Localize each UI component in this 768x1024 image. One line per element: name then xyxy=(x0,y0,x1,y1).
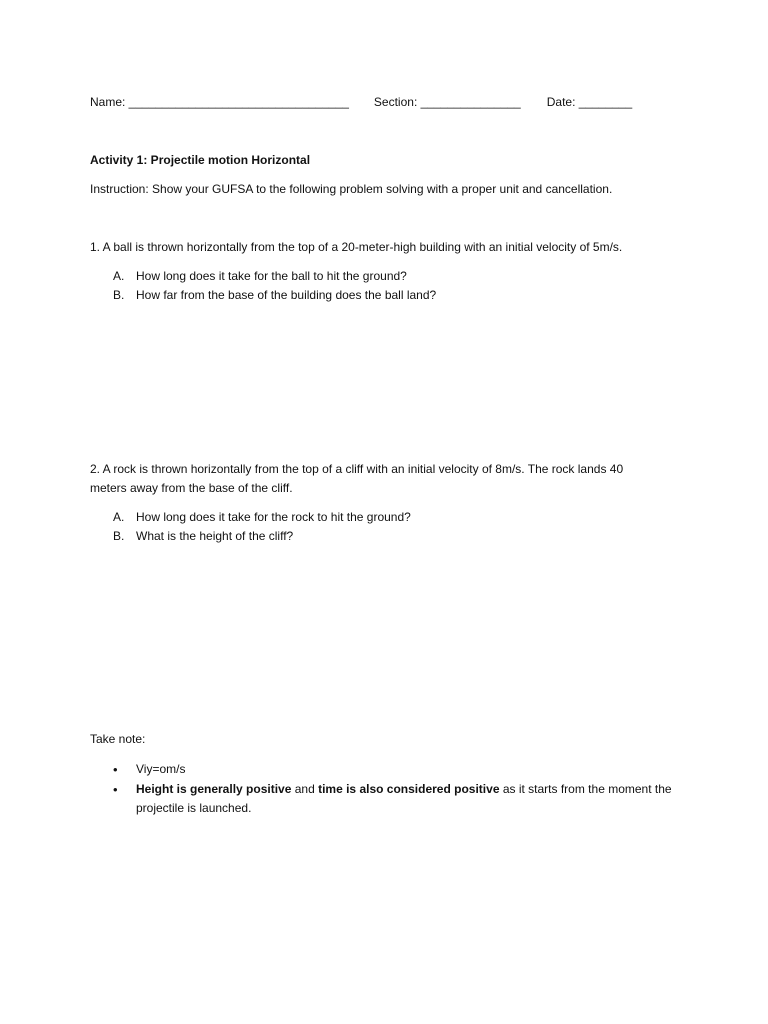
problem-2-item-a xyxy=(113,508,411,526)
bullet-icon: • xyxy=(113,762,118,777)
name-field: Name: _________________________________ xyxy=(90,95,349,109)
date-field: Date: ________ xyxy=(546,95,633,109)
note-heading: Take note: xyxy=(90,732,146,746)
connector-text: and xyxy=(291,782,319,796)
problem-2-text-line-2: meters away from the base of the cliff. xyxy=(90,481,293,495)
note-bullet-1 xyxy=(113,760,673,779)
trailing-text: as it starts from the moment the projectile is launched. xyxy=(136,782,672,815)
problem-1-text: 1. A ball is thrown horizontally from the top of a 20-meter-high building with an initial velocity of 5m/s. xyxy=(90,240,623,254)
note-bullet-text: Viy=om/s xyxy=(136,762,186,776)
note-bullet-text xyxy=(136,780,673,818)
item-text: What is the height of the cliff? xyxy=(136,529,294,543)
note-bullet-2 xyxy=(113,780,673,818)
item-letter: B. xyxy=(113,529,125,543)
section-field: Section: _______________ xyxy=(373,95,521,109)
bold-phrase-time: time is also considered positive xyxy=(318,782,500,796)
item-letter: A. xyxy=(113,269,125,283)
item-text: How long does it take for the ball to hit the ground? xyxy=(136,269,407,283)
problem-2-item-b xyxy=(113,527,293,545)
header-row xyxy=(90,93,632,111)
bold-phrase-height: Height is generally positive xyxy=(136,782,292,796)
instruction-text: Instruction: Show your GUFSA to the following problem solving with a proper unit and cancellation. xyxy=(90,182,613,196)
bullet-icon: • xyxy=(113,782,118,797)
item-letter: B. xyxy=(113,288,125,302)
item-text: How far from the base of the building does the ball land? xyxy=(136,288,437,302)
problem-2-text-line-1: 2. A rock is thrown horizontally from the top of a cliff with an initial velocity of 8m/s. The rock lands 40 xyxy=(90,462,624,476)
activity-title: Activity 1: Projectile motion Horizontal xyxy=(90,153,311,167)
problem-1-item-b xyxy=(113,286,436,304)
problem-1-item-a xyxy=(113,267,407,285)
item-text: How long does it take for the rock to hit the ground? xyxy=(136,510,411,524)
item-letter: A. xyxy=(113,510,125,524)
